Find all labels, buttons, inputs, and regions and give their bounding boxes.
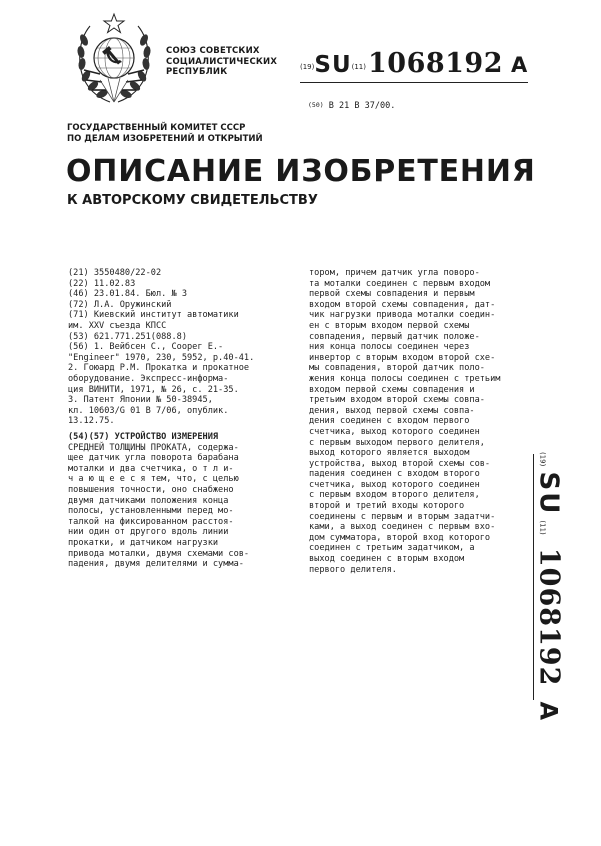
claim-line: счетчика, выход которого соединен xyxy=(309,479,480,490)
bibliographic-data xyxy=(68,268,286,427)
claim-line: нии один от другого вдоль линии xyxy=(68,527,229,538)
claim-line: мы совпадения, второй датчик поло- xyxy=(309,363,485,374)
claim-line: соединен с третьим задатчиком, а xyxy=(309,543,475,554)
claim-line: ками, а выход соединен с первым вхо- xyxy=(309,522,496,533)
claim-line: входом второй схемы совпадения, дат- xyxy=(309,299,496,310)
claim-line: повышения точности, оно снабжено xyxy=(68,484,234,495)
claim-line: выход соединен с вторым входом xyxy=(309,554,465,565)
inid-code-19: (19) xyxy=(300,63,315,71)
biblio-line: (46) 23.01.84. Бюл. № 3 xyxy=(68,289,187,300)
claim-line: ч а ю щ е е с я тем, что, с целью xyxy=(68,474,239,485)
claim-continuation xyxy=(309,268,531,575)
ussr-state-emblem-icon xyxy=(70,10,158,110)
biblio-line: (71) Киевский институт автоматики xyxy=(68,310,239,321)
biblio-line: (21) 3550480/22-02 xyxy=(68,268,162,278)
side-kind-code: A xyxy=(534,701,563,721)
claim-line: падения соединен с входом второго xyxy=(309,469,480,480)
claim-line: соединены с первым и вторым задатчи- xyxy=(309,511,496,522)
claim-line: та моталки соединен с первым входом xyxy=(309,278,491,289)
side-patent-number: 1068192 xyxy=(533,547,565,687)
committee-line-1: ГОСУДАРСТВЕННЫЙ КОМИТЕТ СССР xyxy=(67,123,246,133)
side-country-code: SU xyxy=(533,471,564,516)
claim-line: ния конца полосы соединен через xyxy=(309,342,470,353)
claim-line: второй и третий входы которого xyxy=(309,501,465,512)
claim-line: (54)(57) УСТРОЙСТВО ИЗМЕРЕНИЯ xyxy=(68,432,219,442)
claim-line: чик нагрузки привода моталки соедин- xyxy=(309,310,496,321)
country-line: СОЦИАЛИСТИЧЕСКИХ xyxy=(166,56,278,67)
claim-line: совпадения, первый датчик положе- xyxy=(309,331,480,342)
country-line: РЕСПУБЛИК xyxy=(166,67,228,77)
claim-line: дом сумматора, второй вход которого xyxy=(309,532,491,543)
side-number-text xyxy=(534,452,565,720)
biblio-line: (56) 1. Вейбсен С., Соорег Е.- xyxy=(68,342,224,353)
country-code: SU xyxy=(314,52,352,78)
patent-number: 1068192 xyxy=(368,48,504,79)
claim-line: падения, двумя делителями и сумма- xyxy=(68,559,244,570)
claim-line: устройства, выход второй схемы сов- xyxy=(309,458,491,469)
claim-line: третьим входом второй схемы совпа- xyxy=(309,395,485,406)
claim-line: полосы, установленными перед мо- xyxy=(68,506,234,517)
claim-line: привода моталки, двумя схемами сов- xyxy=(68,548,250,559)
committee-line-2: ПО ДЕЛАМ ИЗОБРЕТЕНИЙ И ОТКРЫТИЙ xyxy=(67,133,263,144)
claim-line: счетчика, выход которого соединен xyxy=(309,426,480,437)
side-publication-number xyxy=(529,452,569,721)
claim-line: ен с вторым входом первой схемы xyxy=(309,320,470,331)
biblio-line: 13.12.75. xyxy=(68,416,115,427)
biblio-line: "Engineer" 1970, 230, 5952, р.40-41. xyxy=(68,352,255,363)
claim-line: с первым входом второго делителя, xyxy=(309,490,480,501)
biblio-line: (53) 621.771.251(088.8) xyxy=(68,331,187,342)
ipc-classification xyxy=(308,101,395,111)
ipc-value: В 21 В 37/00. xyxy=(328,101,396,111)
claim-line: моталки и два счетчика, о т л и- xyxy=(68,463,234,474)
claim-line: СРЕДНЕЙ ТОЛЩИНЫ ПРОКАТА, содержа- xyxy=(68,442,239,453)
kind-code: A xyxy=(511,53,528,77)
issuing-country xyxy=(166,46,277,78)
side-rule xyxy=(533,454,534,700)
claim-line: двумя датчиками положения конца xyxy=(68,495,229,506)
inid-code-50: (50) xyxy=(308,101,324,109)
biblio-line: кл. 10603/G 01 В 7/06, опублик. xyxy=(68,405,229,416)
side-inid-code-19: (19) xyxy=(538,452,547,467)
biblio-line: им. XXV съезда КПСС xyxy=(68,320,167,331)
document-subtitle: К АВТОРСКОМУ СВИДЕТЕЛЬСТВУ xyxy=(67,193,318,208)
biblio-line: 3. Патент Японии № 50-38945, xyxy=(68,395,213,406)
publication-number xyxy=(300,48,527,79)
claim-line: с первым выходом первого делителя, xyxy=(309,437,485,448)
inid-code-11: (11) xyxy=(351,63,366,71)
biblio-line: ция ВИНИТИ, 1971, № 26, с. 21-35. xyxy=(68,384,239,395)
issuing-committee xyxy=(67,123,263,144)
side-inid-code-11: (11) xyxy=(538,520,547,535)
claim-line: первой схемы совпадения и первым xyxy=(309,289,475,300)
claim-line: щее датчик угла поворота барабана xyxy=(68,453,239,464)
claim-line: прокатки, и датчиком нагрузки xyxy=(68,537,219,548)
claim-line: дения соединен с входом первого xyxy=(309,416,470,427)
claim-line: выход которого является выходом xyxy=(309,448,470,459)
claim-text xyxy=(68,432,286,570)
claim-line: входом первой схемы совпадения и xyxy=(309,384,475,395)
biblio-line: (72) Л.А. Оружинский xyxy=(68,299,172,310)
claim-line: тором, причем датчик угла поворо- xyxy=(309,268,480,278)
document-title: ОПИСАНИЕ ИЗОБРЕТЕНИЯ xyxy=(66,154,536,189)
pubnum-rule xyxy=(300,82,528,83)
claim-line: жения конца полосы соединен с третьим xyxy=(309,373,501,384)
country-line: СОЮЗ СОВЕТСКИХ xyxy=(166,46,260,56)
biblio-line: (22) 11.02.83 xyxy=(68,278,136,289)
biblio-line: 2. Гоюард Р.М. Прокатка и прокатное оборудование. Экспресс-информа- xyxy=(68,363,250,384)
claim-line: первого делителя. xyxy=(309,564,397,575)
claim-line: инвертор с вторым входом второй схе- xyxy=(309,352,496,363)
claim-line: талкой на фиксированном расстоя- xyxy=(68,516,234,527)
claim-line: дения, выход первой схемы совпа- xyxy=(309,405,475,416)
